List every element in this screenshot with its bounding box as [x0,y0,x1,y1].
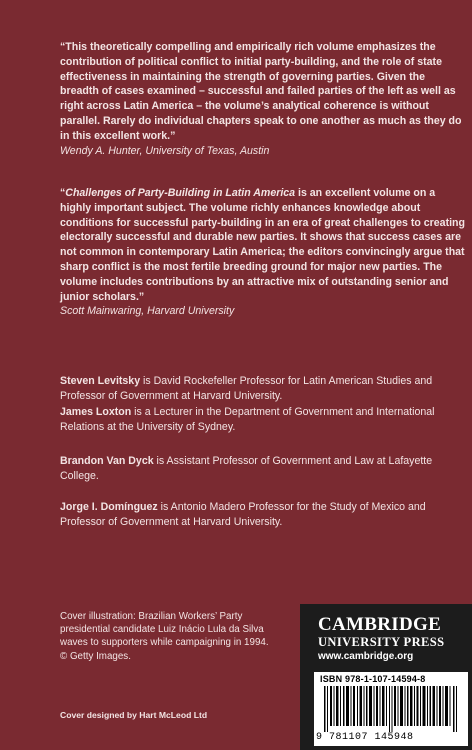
publisher-panel [300,604,472,750]
review-quote-text: “This theoretically compelling and empirically rich volume emphasizes the contribution of political conflict to initial party-building, and the role of state effectiveness in maintaining the strength of governing parties. Given the breadth of cases examined – successful and failed parties of the left as well as right across Latin America – the volume’s analytical coherence is without parallel. Rarely do individual chapters speak to one another as much as they do in this excellent work.” [60,41,462,142]
review-quote-2 [60,186,465,319]
cover-design-credit: Cover designed by Hart McLeod Ltd [60,710,208,720]
barcode-digits: 9 781107 145948 [316,732,414,743]
publisher-name: CAMBRIDGE [318,614,442,635]
isbn-label: ISBN 978-1-107-14594-8 [320,674,426,684]
book-title: Challenges of Party-Building in Latin America [65,187,296,199]
author-bio-levitsky: Steven Levitsky is David Rockefeller Professor for Latin American Studies and Professor of Government at Harvard University. [60,375,433,402]
author-bio-loxton: James Loxton is a Lecturer in the Department of Government and International Relations at the University of Sydney. [60,406,435,433]
review-attribution: Scott Mainwaring, Harvard University [60,305,235,318]
barcode-icon [322,686,462,732]
review-quote-1 [60,40,465,158]
author-bio-vandyck: Brandon Van Dyck is Assistant Professor of Government and Law at Lafayette College. [60,455,433,482]
isbn-barcode-box [314,672,468,746]
publisher-subname: UNIVERSITY PRESS [318,635,445,649]
author-bio-dominguez: Jorge I. Domínguez is Antonio Madero Professor for the Study of Mexico and Professor of Government at Harvard University. [60,501,426,528]
review-attribution: Wendy A. Hunter, University of Texas, Austin [60,144,270,157]
publisher-website: www.cambridge.org [318,651,414,662]
review-quote-text: “Challenges of Party-Building in Latin America is an excellent volume on a highly important subject. The volume richly enhances knowledge about conditions for successful party-building in an era of great challenges to creating electorally successful and durable new parties. It shows that success cases are not common in contemporary Latin America; the editors convincingly argue that sharp conflict is the most fertile breeding ground for major new parties. The volume includes contributions by an attractive mix of outstanding senior and junior scholars.” [60,187,465,303]
cover-illustration-credit: Cover illustration: Brazilian Workers’ Party presidential candidate Luiz Inácio Lula da Silva waves to supporters while campaigning in 1994. © Getty Images. [60,611,269,662]
